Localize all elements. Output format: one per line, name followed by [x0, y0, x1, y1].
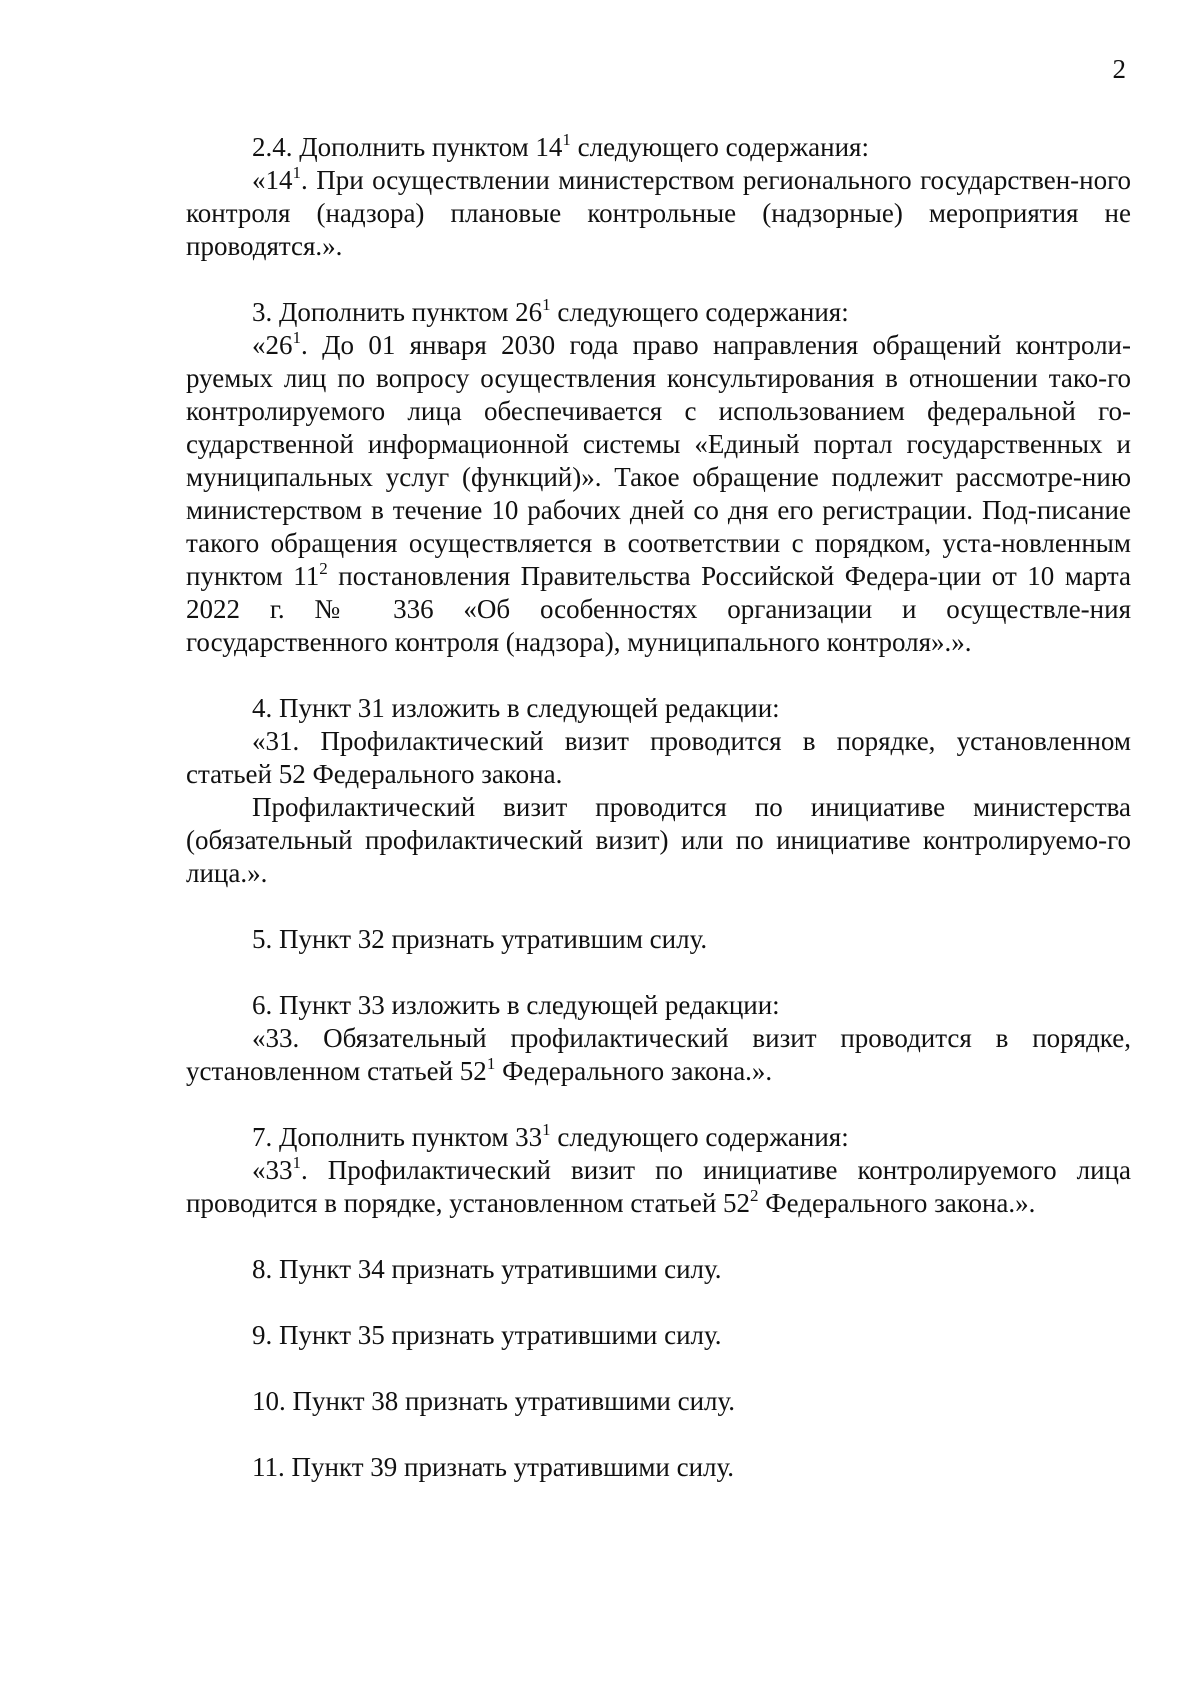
document-body	[186, 131, 1131, 1484]
paragraph-26-1-text: «$26^1$. До 01 января 2030 года право направления обращений контроли-руемых лиц по вопросу осуществления консультирования в отношении тако-го контролируемого лица обеспечивается с использованием федеральной го-сударственной информационной системы «Единый портал государственных и муниципальных услуг (функций)». Такое обращение подлежит рассмотре-нию министерством в течение 10 рабочих дней со дня его регистрации. Под-писание такого обращения осуществляется в соответствии с порядком, уста-новленным пунктом $11^2$ постановления Правительства Российской Федера-ции от 10 марта 2022 г. № 336 «Об особенностях организации и осуществле-ния государственного контроля (надзора), муниципального контроля».».	[186, 328, 1131, 657]
paragraph-9: 9. Пункт 35 признать утратившими силу.	[252, 1320, 722, 1350]
paragraph-5: 5. Пункт 32 признать утратившим силу.	[252, 924, 708, 954]
paragraph-7-heading: 7. Дополнить пунктом $33^1$ следующего содержания:	[252, 1120, 849, 1152]
paragraph-6-heading: 6. Пункт 33 изложить в следующей редакции:	[252, 990, 780, 1020]
paragraph-2-4-heading: 2.4. Дополнить пунктом $14^1$ следующего содержания:	[252, 130, 869, 162]
paragraph-31-continued: Профилактический визит проводится по инициативе министерства (обязательный профилактический визит) или по инициативе контролируемо-го лица.».	[186, 792, 1131, 888]
page-number: 2	[1112, 54, 1126, 84]
paragraph-14-1-text: «$14^1$. При осуществлении министерством регионального государствен-ного контроля (надзора) плановые контрольные (надзорные) мероприятия не проводятся.».	[186, 163, 1131, 261]
paragraph-33-text: «33. Обязательный профилактический визит проводится в порядке, установленном статьей $52^1$ Федерального закона.».	[186, 1023, 1131, 1086]
paragraph-10: 10. Пункт 38 признать утратившими силу.	[252, 1386, 736, 1416]
paragraph-8: 8. Пункт 34 признать утратившими силу.	[252, 1254, 722, 1284]
paragraph-4-heading: 4. Пункт 31 изложить в следующей редакции:	[252, 693, 780, 723]
paragraph-31-text: «31. Профилактический визит проводится в порядке, установленном статьей 52 Федерального закона.	[186, 726, 1131, 789]
paragraph-11: 11. Пункт 39 признать утратившими силу.	[252, 1452, 735, 1482]
paragraph-33-1-text: «$33^1$. Профилактический визит по инициативе контролируемого лица проводится в порядке, установленном статьей $52^2$ Федерального закона.».	[186, 1153, 1131, 1218]
paragraph-3-heading: 3. Дополнить пунктом $26^1$ следующего содержания:	[252, 295, 849, 327]
